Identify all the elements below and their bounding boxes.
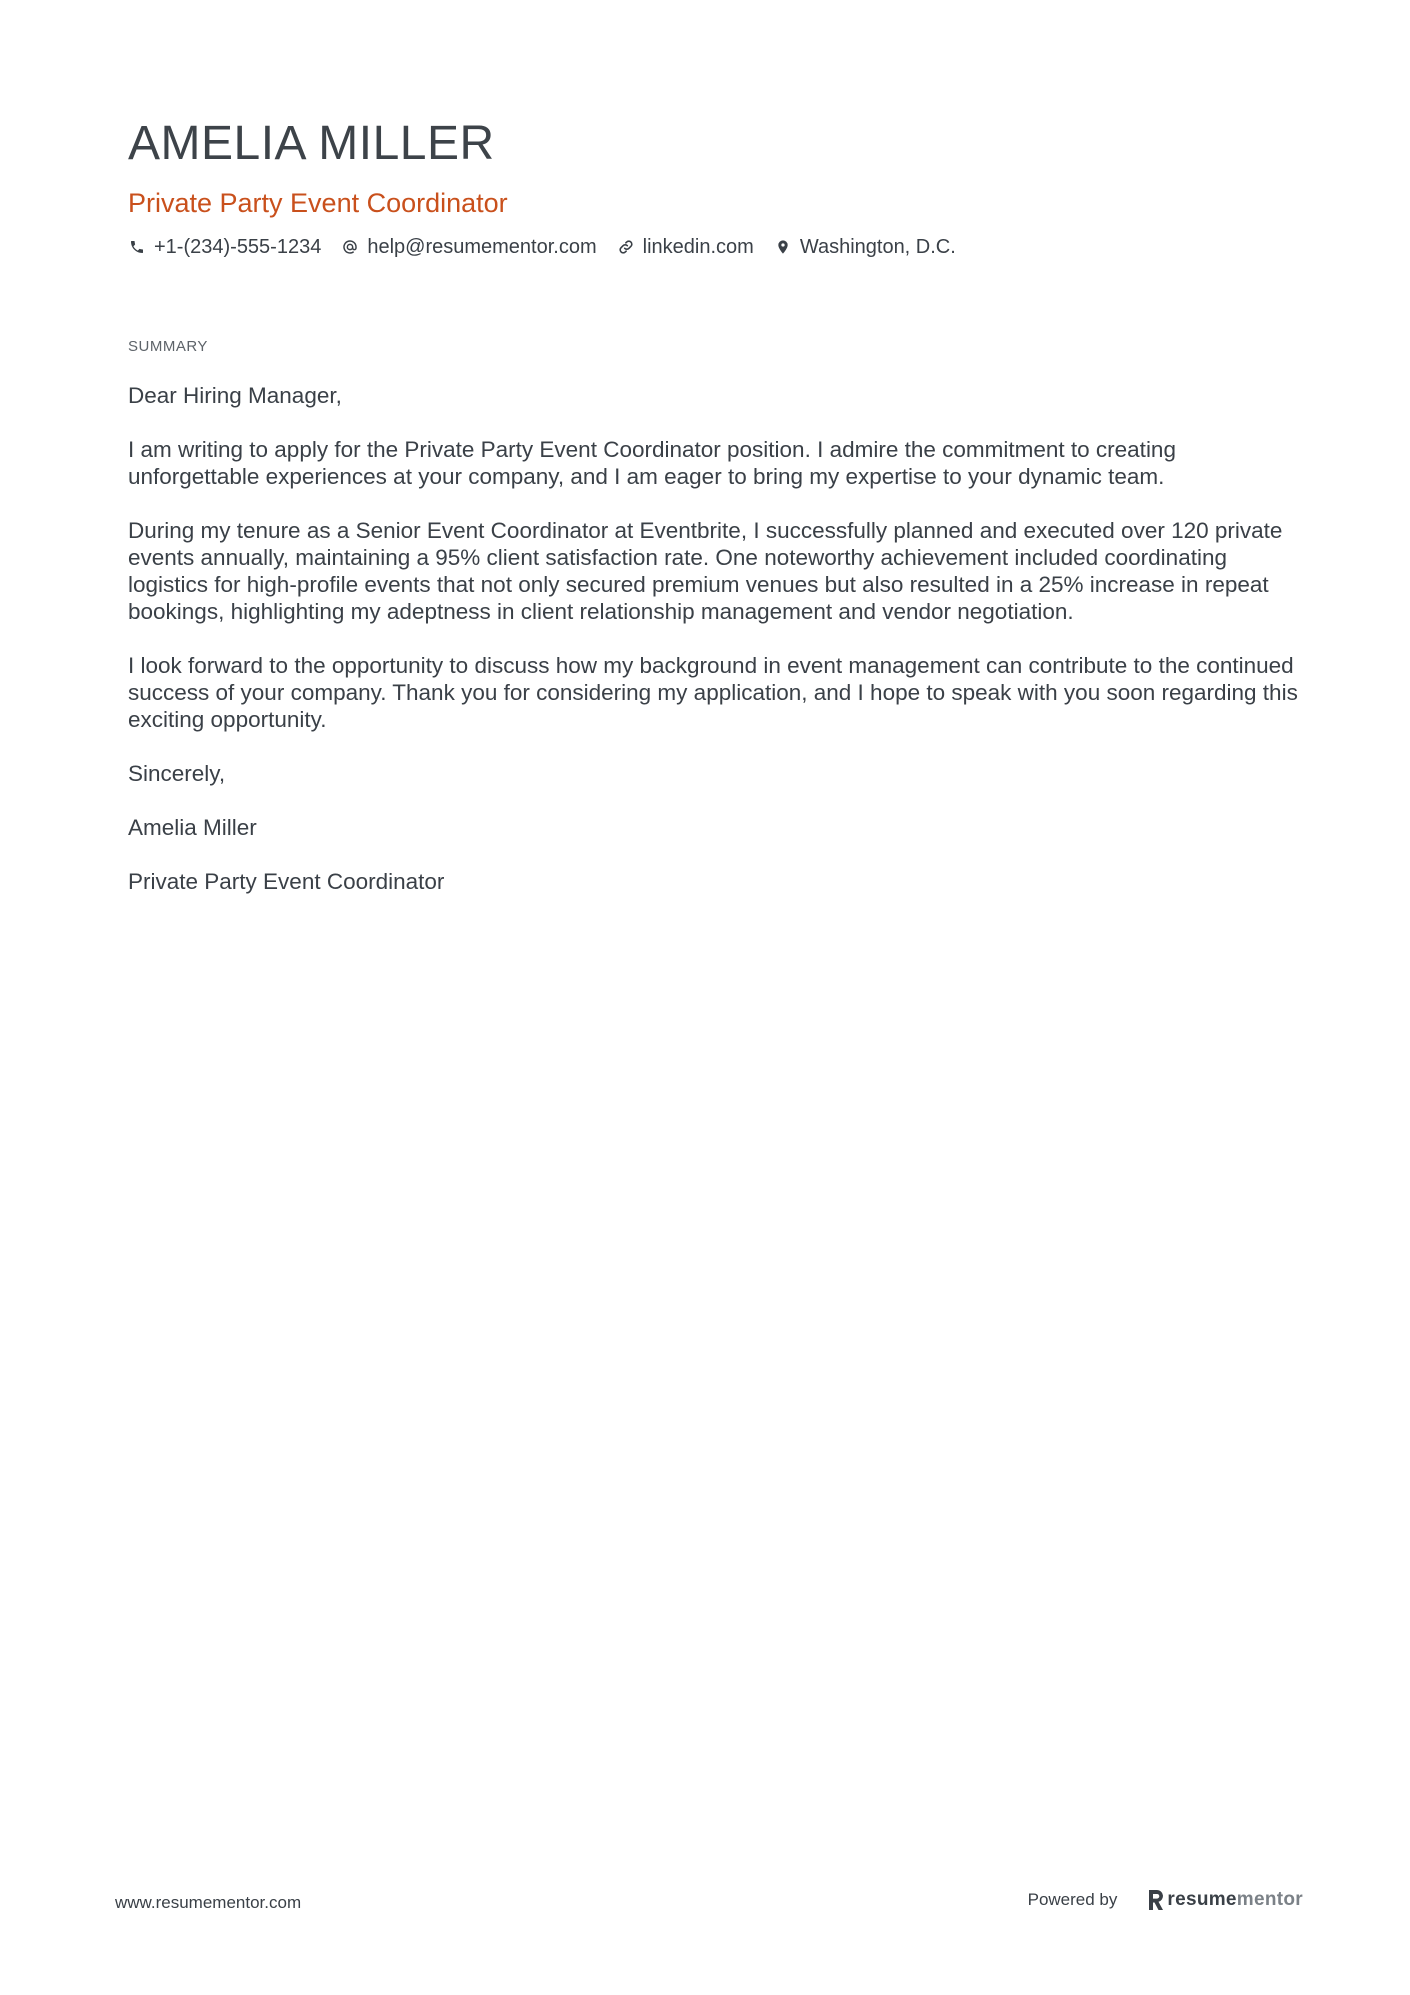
location-text: Washington, D.C.	[799, 236, 956, 258]
contact-bar	[128, 233, 1288, 261]
salutation: Dear Hiring Manager,	[128, 383, 342, 408]
link-icon	[617, 238, 635, 256]
paragraph: During my tenure as a Senior Event Coordinator at Eventbrite, I successfully planned and executed over 120 private events annually, maintaining a 95% client satisfaction rate. One noteworthy achievement included coordinating logistics for high-profile events that not only secured premium venues but also resulted in a 25% increase in repeat bookings, highlighting my adeptness in client relationship management and vendor negotiation.	[128, 518, 1283, 624]
header	[128, 112, 1288, 261]
brand-text-mentor: mentor	[1236, 1889, 1303, 1910]
paragraph: I look forward to the opportunity to discuss how my background in event management can contribute to the continued success of your company. Thank you for considering my application, and I hope to speak with you soon regarding this exciting opportunity.	[128, 653, 1298, 732]
brand-logo[interactable]	[1147, 1889, 1303, 1911]
paragraph: I am writing to apply for the Private Party Event Coordinator position. I admire the commitment to creating unforgettable experiences at your company, and I am eager to bring my expertise to your dynamic team.	[128, 437, 1176, 489]
footer-website[interactable]: www.resumementor.com	[115, 1893, 302, 1912]
contact-link[interactable]	[617, 233, 754, 261]
candidate-name: AMELIA MILLER	[128, 117, 495, 170]
email-text[interactable]: help@resumementor.com	[367, 236, 597, 258]
candidate-role: Private Party Event Coordinator	[128, 188, 508, 218]
contact-email[interactable]	[341, 233, 596, 261]
contact-phone	[128, 233, 321, 261]
powered-by-text: Powered by	[1027, 1890, 1118, 1909]
contact-location	[774, 233, 956, 261]
letter-body	[128, 382, 1298, 922]
signature-title: Private Party Event Coordinator	[128, 869, 445, 894]
closing: Sincerely,	[128, 761, 226, 786]
signature-name: Amelia Miller	[128, 815, 257, 840]
map-pin-icon	[774, 238, 792, 256]
phone-icon	[128, 238, 146, 256]
link-text[interactable]: linkedin.com	[642, 236, 754, 258]
at-sign-icon	[341, 238, 359, 256]
phone-text: +1-(234)-555-1234	[154, 236, 322, 258]
brand-text-resume: resume	[1167, 1889, 1237, 1910]
resumementor-logo-icon	[1147, 1890, 1163, 1910]
footer-brand	[1028, 1889, 1303, 1911]
section-heading: SUMMARY	[128, 338, 208, 355]
